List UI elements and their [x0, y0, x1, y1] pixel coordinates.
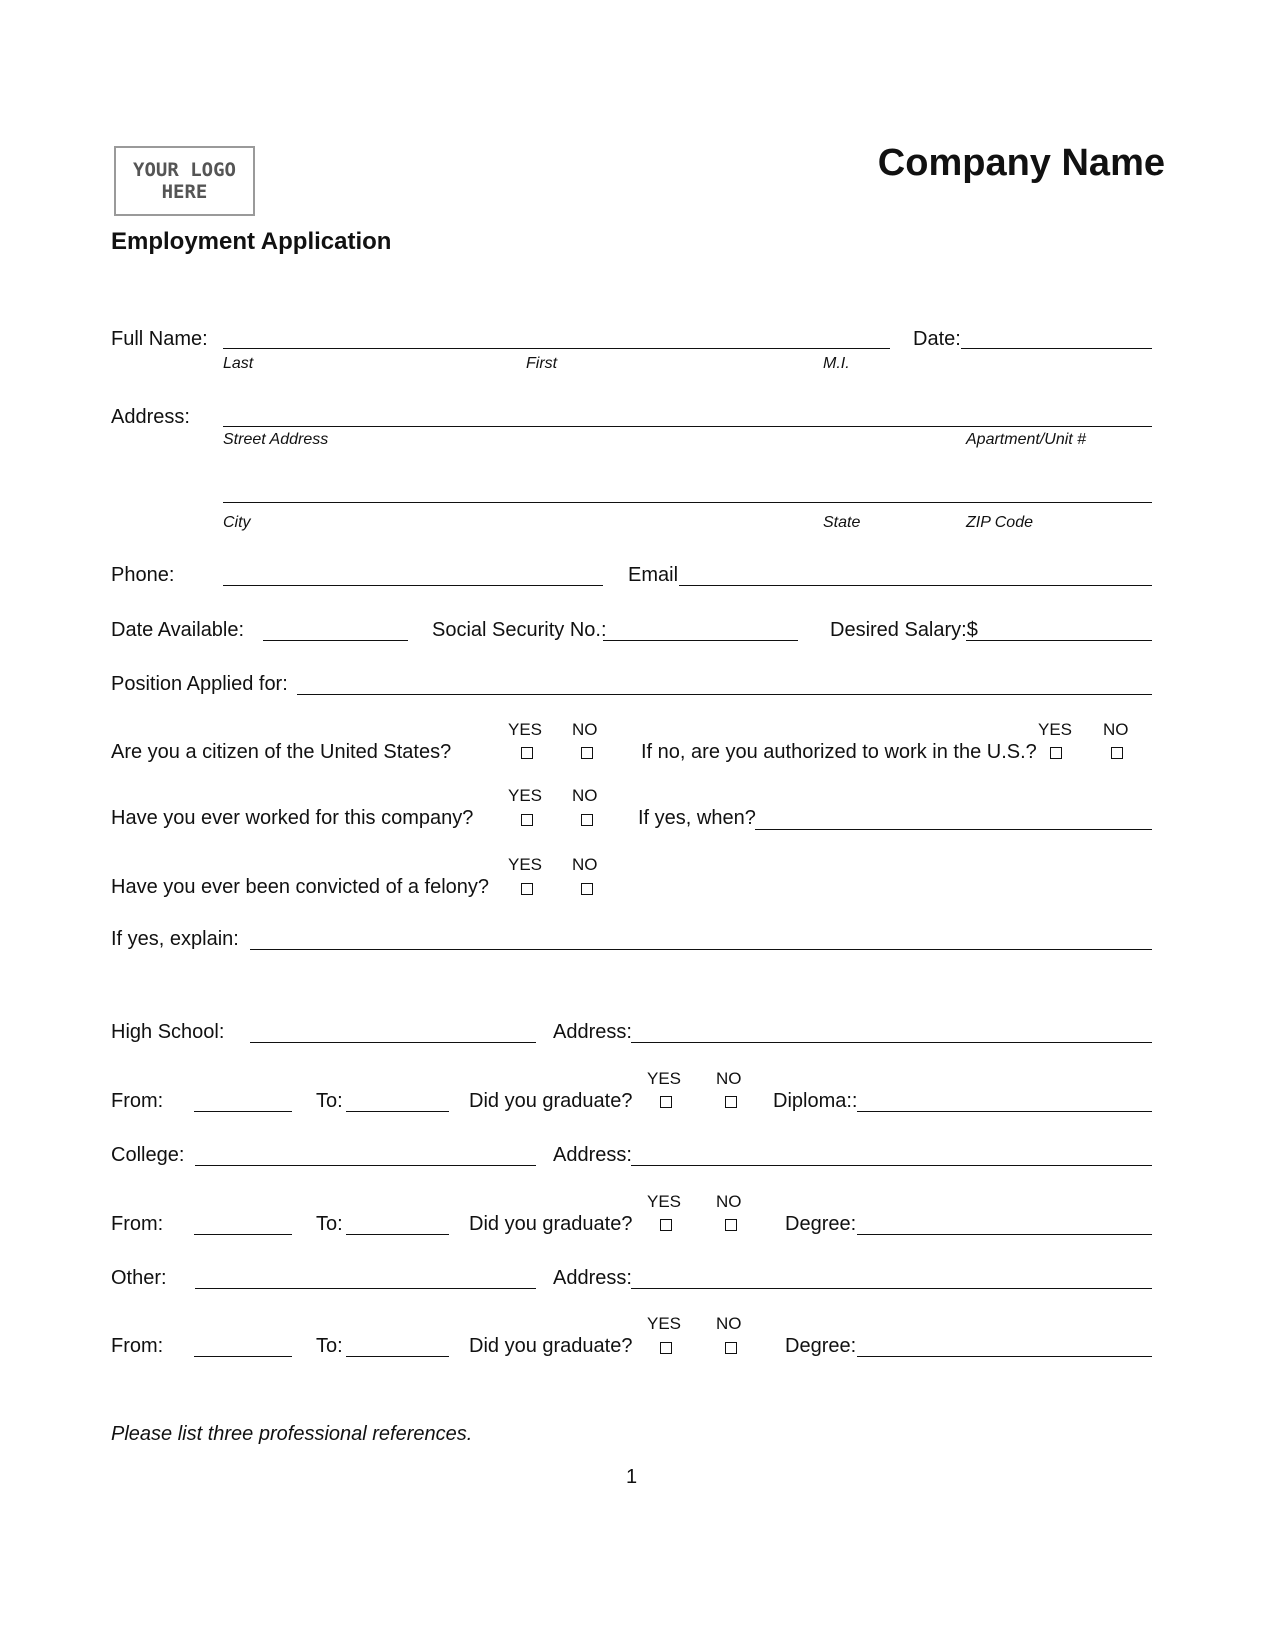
- other-grad-yes-checkbox[interactable]: [660, 1342, 672, 1354]
- phone-field[interactable]: [223, 585, 603, 586]
- hs-from-label: From:: [111, 1090, 164, 1112]
- citizen-no-header: NO: [572, 720, 598, 739]
- desired-salary-label: Desired Salary:$: [830, 619, 978, 641]
- authorized-no-checkbox[interactable]: [1111, 747, 1123, 759]
- college-address-label: Address:: [553, 1144, 632, 1166]
- hs-to-field[interactable]: [346, 1111, 449, 1112]
- other-graduate-question: Did you graduate?: [469, 1335, 633, 1357]
- date-label: Date:: [913, 328, 961, 350]
- authorized-no-header: NO: [1103, 720, 1129, 739]
- college-grad-no-header: NO: [716, 1192, 742, 1211]
- hs-from-field[interactable]: [194, 1111, 292, 1112]
- diploma-label: Diploma::: [773, 1090, 858, 1112]
- college-field[interactable]: [195, 1165, 536, 1166]
- college-grad-no-checkbox[interactable]: [725, 1219, 737, 1231]
- college-degree-label: Degree:: [785, 1213, 857, 1235]
- diploma-field[interactable]: [857, 1111, 1152, 1112]
- date-field[interactable]: [961, 348, 1152, 349]
- other-address-field[interactable]: [631, 1288, 1152, 1289]
- apartment-unit-caption: Apartment/Unit #: [966, 431, 1087, 448]
- address-label: Address:: [111, 406, 190, 428]
- worked-no-header: NO: [572, 786, 598, 805]
- first-name-caption: First: [526, 355, 558, 372]
- references-note: Please list three professional references.: [111, 1423, 473, 1445]
- authorized-yes-checkbox[interactable]: [1050, 747, 1062, 759]
- high-school-label: High School:: [111, 1021, 225, 1043]
- citizen-question: Are you a citizen of the United States?: [111, 741, 452, 763]
- college-from-label: From:: [111, 1213, 164, 1235]
- high-school-field[interactable]: [250, 1042, 536, 1043]
- felony-yes-checkbox[interactable]: [521, 883, 533, 895]
- college-address-field[interactable]: [631, 1165, 1152, 1166]
- full-name-field[interactable]: [223, 348, 890, 349]
- citizen-yes-checkbox[interactable]: [521, 747, 533, 759]
- other-to-field[interactable]: [346, 1356, 449, 1357]
- full-name-label: Full Name:: [111, 328, 208, 350]
- college-graduate-question: Did you graduate?: [469, 1213, 633, 1235]
- college-degree-field[interactable]: [857, 1234, 1152, 1235]
- if-yes-when-label: If yes, when?: [638, 807, 756, 829]
- page-number: 1: [626, 1466, 638, 1488]
- college-to-label: To:: [316, 1213, 343, 1235]
- if-yes-explain-label: If yes, explain:: [111, 928, 239, 950]
- company-name: Company Name: [877, 142, 1165, 184]
- citizen-yes-header: YES: [508, 720, 543, 739]
- college-to-field[interactable]: [346, 1234, 449, 1235]
- other-from-field[interactable]: [194, 1356, 292, 1357]
- high-school-address-label: Address:: [553, 1021, 632, 1043]
- other-from-label: From:: [111, 1335, 164, 1357]
- college-from-field[interactable]: [194, 1234, 292, 1235]
- phone-label: Phone:: [111, 564, 175, 586]
- city-caption: City: [223, 514, 251, 531]
- street-address-caption: Street Address: [223, 431, 329, 448]
- worked-question: Have you ever worked for this company?: [111, 807, 474, 829]
- other-grad-no-header: NO: [716, 1314, 742, 1333]
- other-to-label: To:: [316, 1335, 343, 1357]
- felony-question: Have you ever been convicted of a felony?: [111, 876, 490, 898]
- date-available-field[interactable]: [263, 640, 408, 641]
- college-label: College:: [111, 1144, 185, 1166]
- hs-to-label: To:: [316, 1090, 343, 1112]
- authorized-question: If no, are you authorized to work in the U.S.?: [641, 741, 1037, 763]
- other-school-field[interactable]: [195, 1288, 536, 1289]
- worked-yes-checkbox[interactable]: [521, 814, 533, 826]
- felony-no-checkbox[interactable]: [581, 883, 593, 895]
- other-grad-no-checkbox[interactable]: [725, 1342, 737, 1354]
- email-label: Email: [628, 564, 679, 586]
- street-address-field[interactable]: [223, 426, 1152, 427]
- middle-initial-caption: M.I.: [823, 355, 850, 372]
- authorized-yes-header: YES: [1038, 720, 1073, 739]
- college-grad-yes-checkbox[interactable]: [660, 1219, 672, 1231]
- felony-no-header: NO: [572, 855, 598, 874]
- college-grad-yes-header: YES: [647, 1192, 682, 1211]
- citizen-no-checkbox[interactable]: [581, 747, 593, 759]
- date-available-label: Date Available:: [111, 619, 245, 641]
- company-logo: YOUR LOGO HERE: [114, 146, 255, 216]
- ssn-label: Social Security No.:: [432, 619, 607, 641]
- other-school-label: Other:: [111, 1267, 167, 1289]
- if-yes-explain-field[interactable]: [250, 949, 1152, 950]
- other-address-label: Address:: [553, 1267, 632, 1289]
- last-name-caption: Last: [223, 355, 254, 372]
- worked-yes-header: YES: [508, 786, 543, 805]
- email-field[interactable]: [679, 585, 1152, 586]
- if-yes-when-field[interactable]: [755, 829, 1152, 830]
- high-school-address-field[interactable]: [631, 1042, 1152, 1043]
- hs-graduate-question: Did you graduate?: [469, 1090, 633, 1112]
- hs-grad-yes-checkbox[interactable]: [660, 1096, 672, 1108]
- felony-yes-header: YES: [508, 855, 543, 874]
- hs-grad-no-header: NO: [716, 1069, 742, 1088]
- position-applied-field[interactable]: [297, 694, 1152, 695]
- ssn-field[interactable]: [603, 640, 798, 641]
- form-title: Employment Application: [111, 228, 392, 255]
- zip-code-caption: ZIP Code: [966, 514, 1033, 531]
- other-grad-yes-header: YES: [647, 1314, 682, 1333]
- hs-grad-no-checkbox[interactable]: [725, 1096, 737, 1108]
- worked-no-checkbox[interactable]: [581, 814, 593, 826]
- state-caption: State: [823, 514, 861, 531]
- other-degree-field[interactable]: [857, 1356, 1152, 1357]
- desired-salary-field[interactable]: [966, 640, 1152, 641]
- hs-grad-yes-header: YES: [647, 1069, 682, 1088]
- city-state-zip-field[interactable]: [223, 502, 1152, 503]
- other-degree-label: Degree:: [785, 1335, 857, 1357]
- position-applied-label: Position Applied for:: [111, 673, 288, 695]
